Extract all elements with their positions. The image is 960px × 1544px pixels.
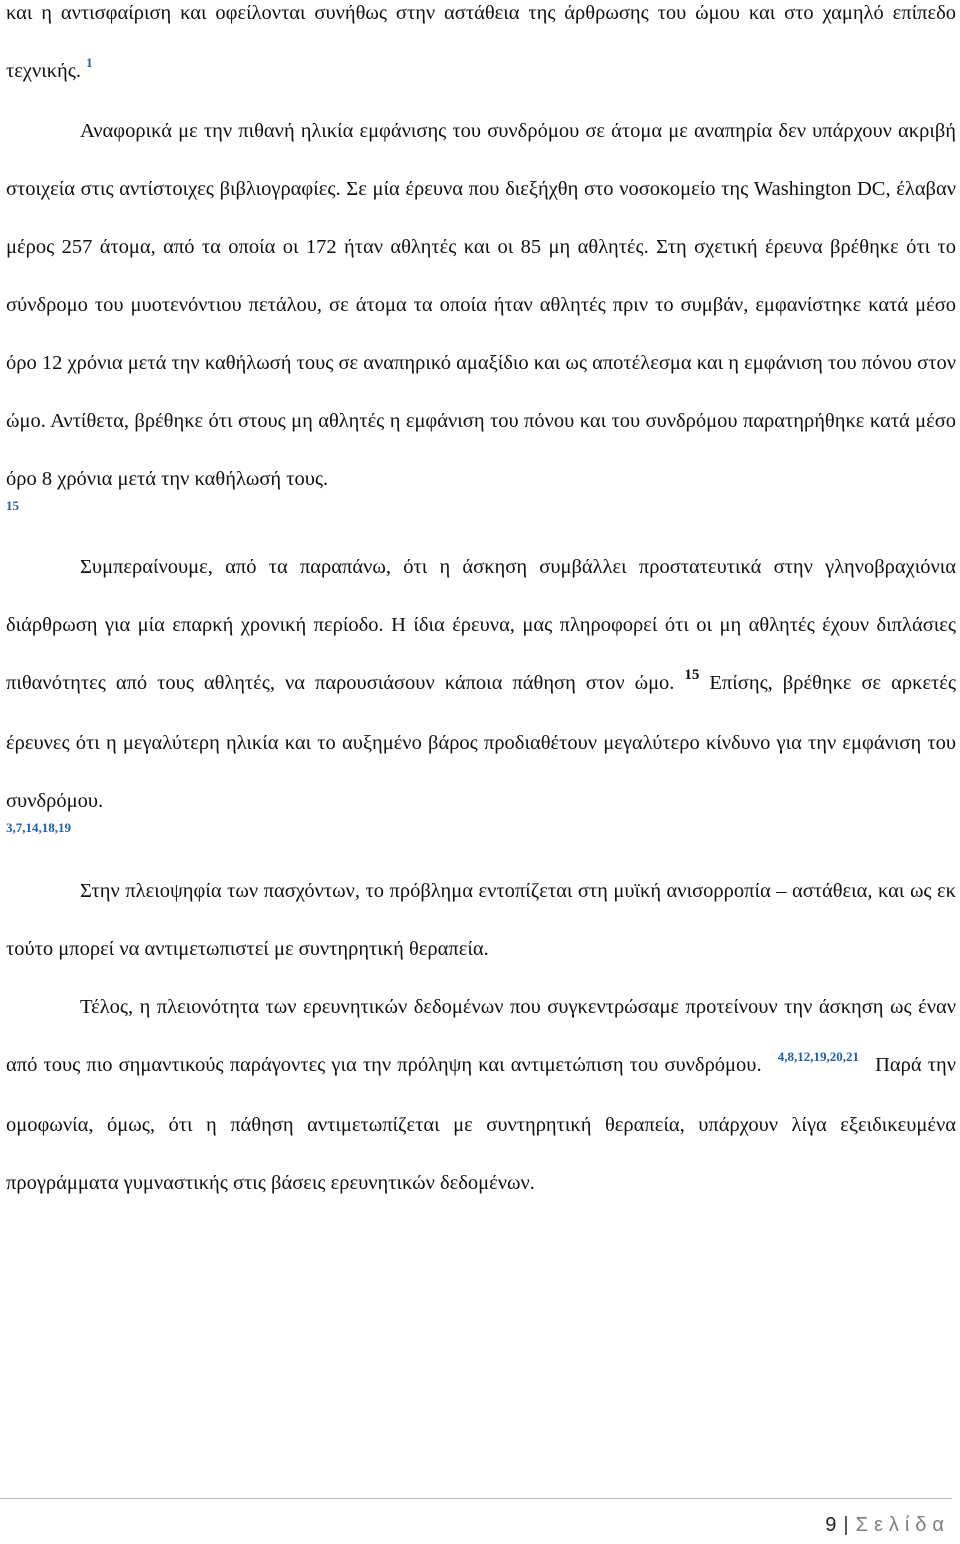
citation-reference: 15 [684, 667, 700, 683]
footer-divider [0, 1498, 952, 1499]
paragraph-3 [6, 538, 956, 830]
paragraph-5-text-continued: Παρά την ομοφωνία, όμως, ότι η πάθηση αντιμετωπίζεται με συντηρητική θεραπεία, υπάρχουν λίγα εξειδικευμένα προγράμματα γυμναστικής στις βάσεις ερευνητικών δεδομένων. [6, 1054, 956, 1194]
page-label: Σελίδα [855, 1514, 950, 1536]
page-number [825, 1514, 950, 1537]
paragraph-5-text: Τέλος, η πλειονότητα των ερευνητικών δεδομένων που συγκεντρώσαμε προτείνουν την άσκηση ως έναν από τους πιο σημαντικούς παράγοντες για την πρόληψη και αντιμετώπιση του συνδρόμου. [6, 996, 956, 1076]
paragraph-2 [6, 102, 956, 508]
paragraph-3-text-continued: Επίσης, βρέθηκε σε αρκετές έρευνες ότι η μεγαλύτερη ηλικία και το αυξημένο βάρος προδιαθέτουν μεγαλύτερο κίνδυνο για την εμφάνιση του συνδρόμου. [6, 672, 957, 812]
paragraph-1-text: και η αντισφαίριση και οφείλονται συνήθως στην αστάθεια της άρθρωσης του ώμου και στο χαμηλό επίπεδο τεχνικής. [6, 2, 956, 82]
paragraph-4-text: Στην πλειοψηφία των πασχόντων, το πρόβλημα εντοπίζεται στη μυϊκή ανισορροπία – αστάθεια, και ως εκ τούτο μπορεί να αντιμετωπιστεί με συντηρητική θεραπεία. [6, 880, 956, 960]
paragraph-3-text: Συμπεραίνουμε, από τα παραπάνω, ότι η άσκηση συμβάλλει προστατευτικά στην γληνοβραχιόνια διάρθρωση για μία επαρκή χρονική περίοδο. Η ίδια έρευνα, μας πληροφορεί ότι οι μη αθλητές έχουν διπλάσιες πιθανότητες από τους αθλητές, να παρουσιάσουν κάποια πάθηση στον ώμο. [6, 556, 956, 694]
citation-reference: 3,7,14,18,19 [6, 820, 71, 835]
citation-reference: 4,8,12,19,20,21 [777, 1049, 859, 1064]
paragraph-1 [6, 0, 956, 102]
paragraph-5 [6, 978, 956, 1212]
page-number-separator: | [843, 1514, 850, 1536]
paragraph-4 [6, 862, 956, 978]
citation-reference: 15 [6, 498, 19, 513]
citation-reference: 1 [86, 55, 93, 70]
paragraph-2-text: Αναφορικά με την πιθανή ηλικία εμφάνισης του συνδρόμου σε άτομα με αναπηρία δεν υπάρχουν ακριβή στοιχεία στις αντίστοιχες βιβλιογραφίες. Σε μία έρευνα που διεξήχθη στο νοσοκομείο της Washington DC, έλαβαν μέρος 257 άτομα, από τα οποία οι 172 ήταν αθλητές και οι 85 μη αθλητές. Στη σχετική έρευνα βρέθηκε ότι το σύνδρομο του μυοτενόντιου πετάλου, σε άτομα τα οποία ήταν αθλητές πριν το συμβάν, εμφανίστηκε κατά μέσο όρο 12 χρόνια μετά την καθήλωσή τους σε αναπηρικό αμαξίδιο και ως αποτέλεσμα και η εμφάνιση του πόνου στον ώμο. Αντίθετα, βρέθηκε ότι στους μη αθλητές η εμφάνιση του πόνου και του συνδρόμου παρατηρήθηκε κατά μέσο όρο 8 χρόνια μετά την καθήλωσή τους. [6, 120, 956, 490]
page-number-value: 9 [825, 1514, 838, 1536]
document-page [6, 0, 956, 1218]
